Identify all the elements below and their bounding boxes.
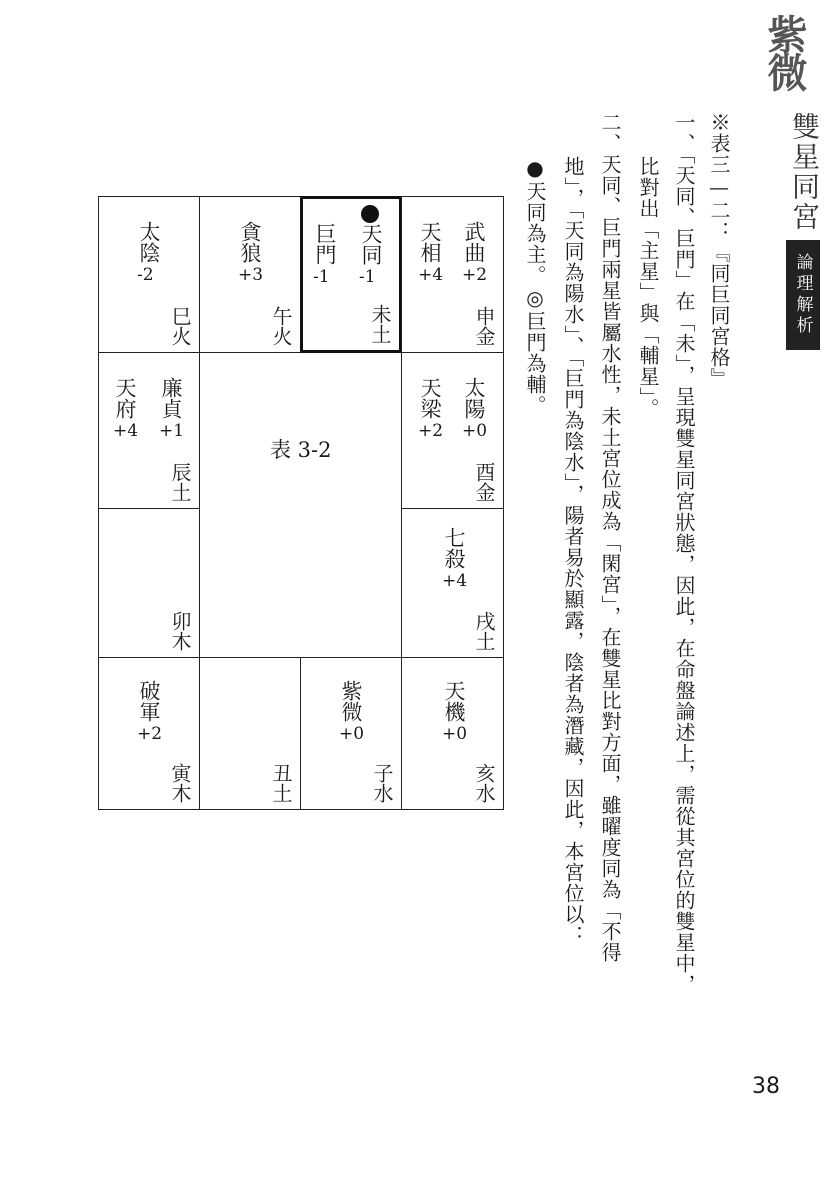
star-value: +4 (418, 265, 444, 285)
page-number: 38 (752, 1074, 780, 1099)
star-value: +2 (137, 724, 163, 744)
star-value: +0 (339, 724, 365, 744)
body-title: ※表三—二：『同巨同宮格』 (707, 112, 731, 389)
main-star-dot-icon (361, 205, 379, 223)
body-line-2: 比對出「主星」與「輔星」。 (636, 156, 660, 419)
star (159, 377, 184, 441)
star-value: +3 (238, 265, 264, 285)
book-subtitle: 雙星同宮 (788, 112, 821, 232)
star-name: 巨門 (313, 223, 337, 265)
body-line-3: 二、天同、巨門兩星皆屬水性，未土宮位成為「閑宮」，在雙星比對方面，雖曜度同為「不得 (598, 112, 622, 963)
star (442, 527, 467, 591)
star-name: 天同 (359, 223, 383, 265)
body-line-5: ●天同為主。◎巨門為輔。 (523, 156, 547, 416)
palace-zi (300, 657, 402, 810)
star-name: 武曲 (462, 221, 486, 263)
palace-branch: 巳火 (168, 306, 192, 346)
palace-branch: 酉金 (472, 462, 496, 502)
star (238, 221, 263, 285)
palace-branch: 申金 (472, 306, 496, 346)
star (442, 680, 467, 744)
book-logo: 紫微 (761, 14, 808, 90)
star (418, 377, 443, 441)
section-tag: 論理解析 (786, 240, 820, 350)
star-value: -1 (359, 267, 376, 287)
palace-chou (199, 657, 301, 810)
star-name: 天府 (113, 377, 137, 419)
palace-wu (199, 196, 301, 353)
star-name: 貪狼 (238, 221, 262, 263)
star-value: -2 (137, 265, 154, 285)
star-value: +4 (442, 571, 468, 591)
palace-branch: 戌土 (472, 611, 496, 651)
palace-branch: 卯木 (168, 611, 192, 651)
palace-yin (98, 657, 200, 810)
star (137, 221, 161, 285)
star-name: 天梁 (418, 377, 442, 419)
star (462, 377, 487, 441)
star-value: +1 (159, 421, 185, 441)
palace-branch: 亥水 (472, 763, 496, 803)
palace-xu (401, 508, 504, 658)
palace-hai (401, 657, 504, 810)
palace-branch: 午火 (269, 306, 293, 346)
star (418, 221, 443, 285)
star-value: +2 (462, 265, 488, 285)
palace-wei (300, 196, 402, 353)
star-name: 太陰 (137, 221, 161, 263)
palace-shen (401, 196, 504, 353)
palace-branch: 辰土 (168, 462, 192, 502)
star-name: 天機 (442, 680, 466, 722)
star (313, 223, 337, 287)
star-name: 太陽 (462, 377, 486, 419)
star-name: 七殺 (442, 527, 466, 569)
palace-you (401, 352, 504, 509)
palace-branch: 未土 (368, 304, 392, 344)
palace-chen (98, 352, 200, 509)
palace-chart (98, 196, 504, 810)
star (359, 223, 383, 287)
star-name: 紫微 (339, 680, 363, 722)
chart-label: 表 3-2 (270, 438, 332, 462)
star (462, 221, 487, 285)
palace-branch: 丑土 (269, 763, 293, 803)
star (113, 377, 138, 441)
body-line-4: 地」，「天同為陽水」、「巨門為陰水」，陽者易於顯露，陰者為潛藏，因此，本宮位以： (561, 156, 585, 946)
palace-mao (98, 508, 200, 658)
body-line-1: 一、「天同、巨門」在「未」，呈現雙星同宮狀態，因此，在命盤論述上，需從其宮位的雙星中， (672, 112, 696, 995)
star-value: +0 (462, 421, 488, 441)
star-name: 天相 (418, 221, 442, 263)
star-value: +4 (113, 421, 139, 441)
star (339, 680, 364, 744)
star-value: +2 (418, 421, 444, 441)
star-name: 廉貞 (159, 377, 183, 419)
star-value: +0 (442, 724, 468, 744)
palace-branch: 寅木 (168, 763, 192, 803)
star-name: 破軍 (137, 680, 161, 722)
palace-branch: 子水 (370, 763, 394, 803)
star-value: -1 (313, 267, 330, 287)
palace-si (98, 196, 200, 353)
star (137, 680, 162, 744)
